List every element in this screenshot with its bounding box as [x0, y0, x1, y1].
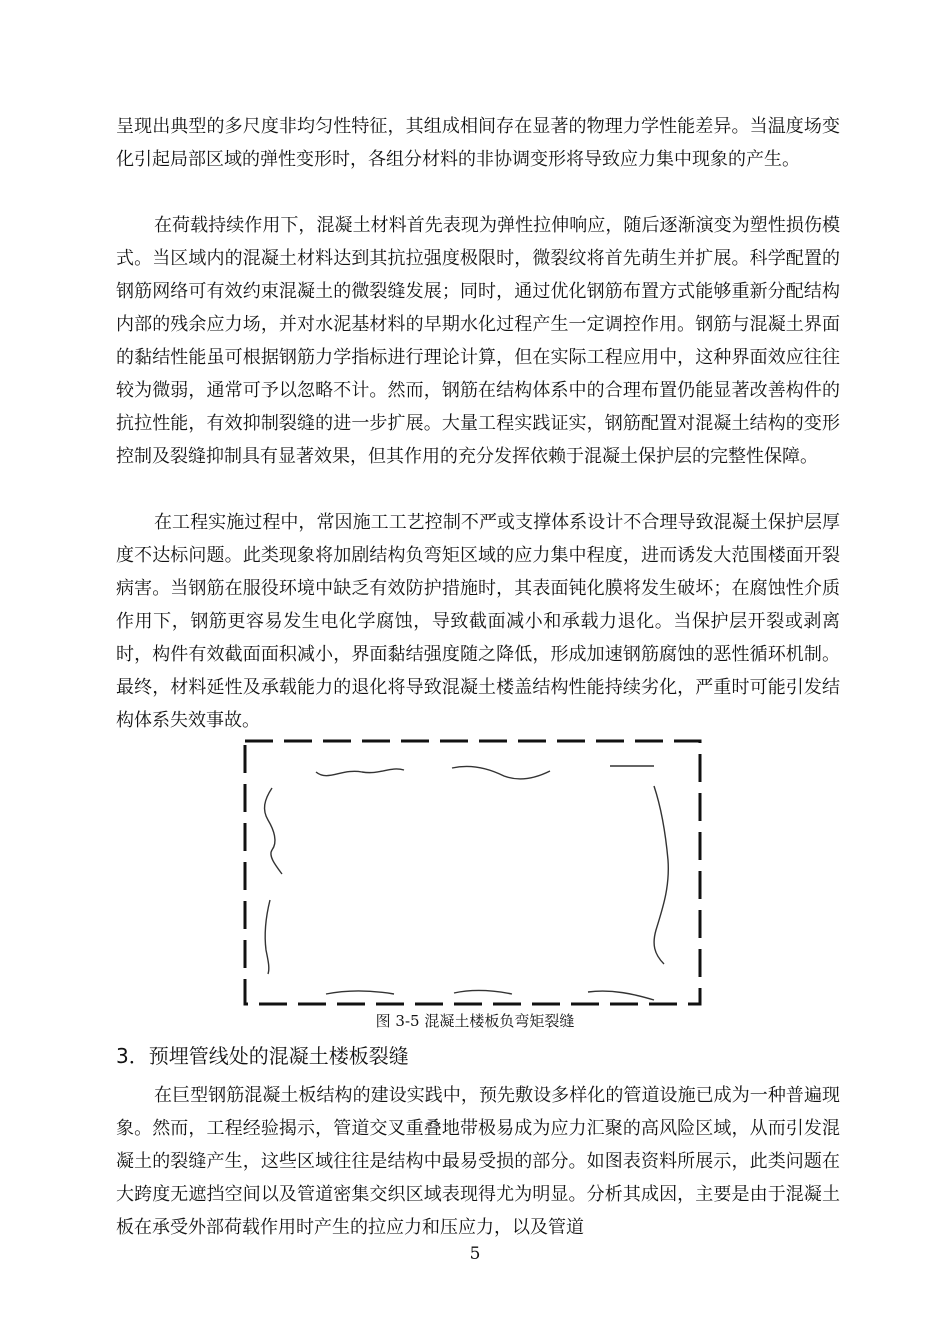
crack-diagram-figure — [242, 738, 704, 1008]
crack-bottom-right — [588, 991, 654, 1000]
paragraph-load-response: 在荷载持续作用下，混凝土材料首先表现为弹性拉伸响应，随后逐渐演变为塑性损伤模式。当区域内的混凝土材料达到其抗拉强度极限时，微裂纹将首先萌生并扩展。科学配置的钢筋网络可有效约束混凝土的微裂缝发展；同时，通过优化钢筋布置方式能够重新分配结构内部的残余应力场，并对水泥基材料的早期水化过程产生一定调控作用。钢筋与混凝土界面的黏结性能虽可根据钢筋力学指标进行理论计算，但在实际工程应用中，这种界面效应往往较为微弱，通常可予以忽略不计。然而，钢筋在结构体系中的合理布置仍能显著改善构件的抗拉性能，有效抑制裂缝的进一步扩展。大量工程实践证实，钢筋配置对混凝土结构的变形控制及裂缝抑制具有显著效果，但其作用的充分发挥依赖于混凝土保护层的完整性保障。 — [116, 215, 840, 467]
slab-outline-dashed — [245, 741, 700, 1004]
crack-right — [654, 786, 668, 964]
paragraph-embedded-pipes: 在巨型钢筋混凝土板结构的建设实践中，预先敷设多样化的管道设施已成为一种普遍现象。然而，工程经验揭示，管道交叉重叠地带极易成为应力汇聚的高风险区域，从而引发混凝土的裂缝产生，这些区域往往是结构中最易受损的部分。如图表资料所展示，此类问题在大跨度无遮挡空间以及管道密集交织区域表现得尤为明显。分析其成因，主要是由于混凝土板在承受外部荷载作用时产生的拉应力和压应力，以及管道 — [116, 1085, 840, 1238]
paragraph-construction-issues: 在工程实施过程中，常因施工工艺控制不严或支撑体系设计不合理导致混凝土保护层厚度不达标问题。此类现象将加剧结构负弯矩区域的应力集中程度，进而诱发大范围楼面开裂病害。当钢筋在服役环境中缺乏有效防护措施时，其表面钝化膜将发生破坏；在腐蚀性介质作用下，钢筋更容易发生电化学腐蚀，导致截面减小和承载力退化。当保护层开裂或剥离时，构件有效截面面积减小，界面黏结强度随之降低，形成加速钢筋腐蚀的恶性循环机制。最终，材料延性及承载能力的退化将导致混凝土楼盖结构性能持续劣化，严重时可能引发结构体系失效事故。 — [116, 512, 840, 731]
crack-left-lower — [265, 900, 270, 974]
crack-bottom-left — [326, 991, 394, 994]
page-number: 5 — [469, 1244, 481, 1264]
section-heading: 3．预埋管线处的混凝土楼板裂缝 — [116, 1044, 409, 1068]
crack-top-middle — [452, 766, 550, 778]
crack-bottom-middle — [454, 990, 512, 994]
figure-caption: 图 3-5 混凝土楼板负弯矩裂缝 — [375, 1012, 575, 1030]
crack-left-upper — [265, 788, 282, 874]
paragraph-continuation: 呈现出典型的多尺度非均匀性特征，其组成相间存在显著的物理力学性能差异。当温度场变化引起局部区域的弹性变形时，各组分材料的非协调变形将导致应力集中现象的产生。 — [116, 116, 840, 170]
crack-top-left — [316, 769, 404, 776]
